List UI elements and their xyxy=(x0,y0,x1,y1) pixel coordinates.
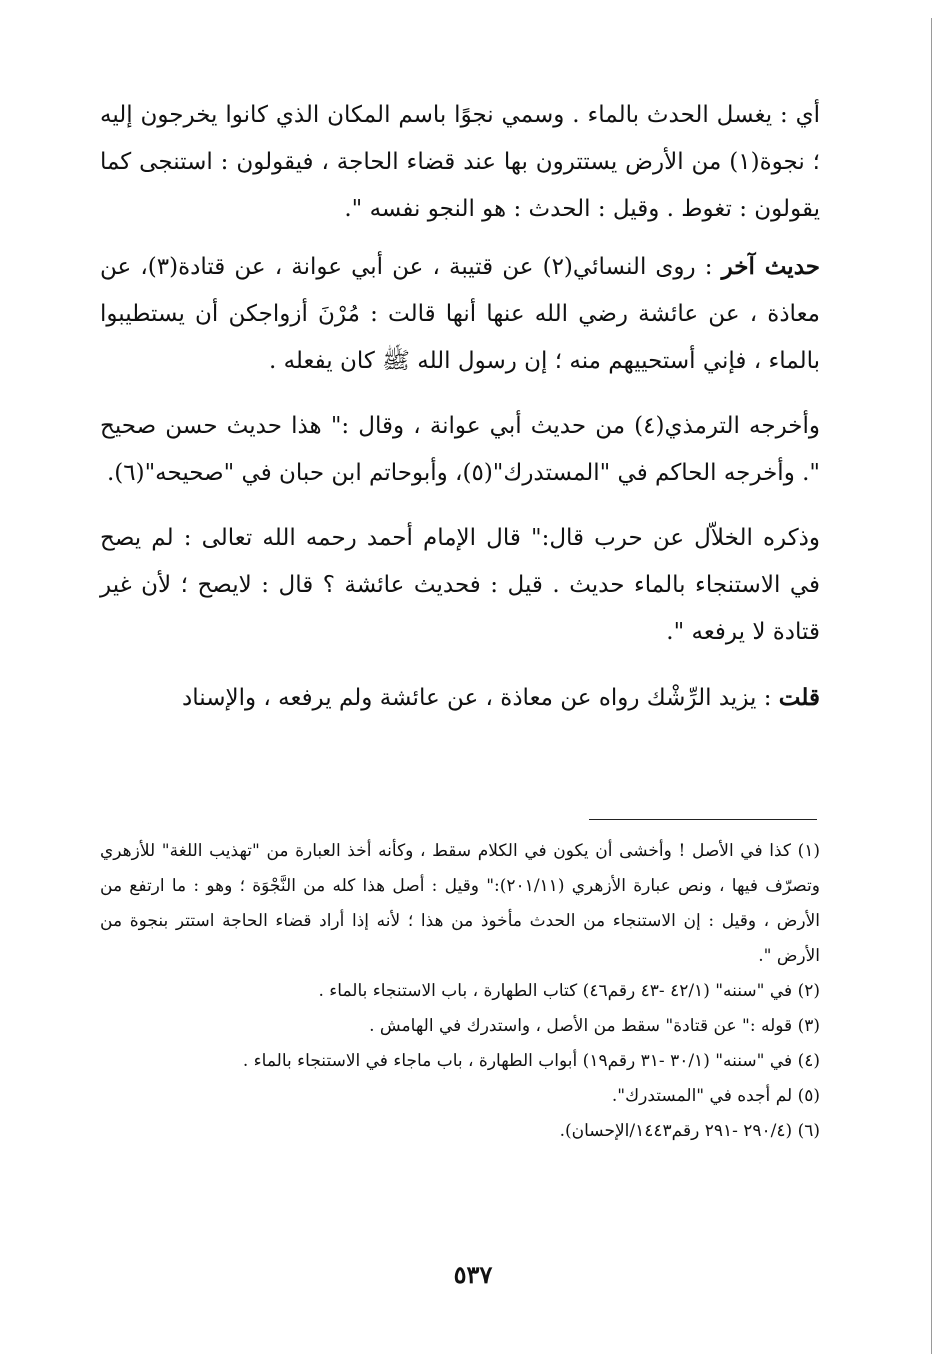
page-edge-line xyxy=(931,18,932,1354)
footnote-3: (٣) قوله :" عن قتادة" سقط من الأصل ، واستدرك في الهامش . xyxy=(369,1016,820,1036)
paragraph-2-lead: حديث آخر xyxy=(721,253,820,280)
paragraph-5 xyxy=(100,674,820,722)
footnote-5: (٥) لم أجده في "المستدرك". xyxy=(611,1086,820,1106)
page-number: ٥٣٧ xyxy=(453,1260,493,1289)
paragraph-5-text: : يزيد الرِّشْك رواه عن معاذة ، عن عائشة ولم يرفعه ، والإسناد xyxy=(182,685,779,711)
footnote-2: (٢) في "سننه" (٤٢/١ -٤٣ رقم٤٦) كتاب الطهارة ، باب الاستنجاء بالماء . xyxy=(318,981,820,1001)
paragraph-5-lead: قلت xyxy=(778,684,820,711)
footnotes xyxy=(100,834,820,1149)
paragraph-1: أي : يغسل الحدث بالماء . وسمي نجوًا باسم المكان الذي كانوا يخرجون إليه ؛ نجوة(١) من الأرض يستترون بها عند قضاء الحاجة ، فيقولون : استنجى كما يقولون : تغوط . وقيل : الحدث : هو النجو نفسه ". xyxy=(100,102,820,222)
paragraph-4: وذكره الخلاّل عن حرب قال:" قال الإمام أحمد رحمه الله تعالى : لم يصح في الاستنجاء بالماء حديث . قيل : فحديث عائشة ؟ قال : لايصح ؛ لأن غير قتادة لا يرفعه ". xyxy=(100,525,820,645)
footnote-4: (٤) في "سننه" (٣٠/١ -٣١ رقم١٩) أبواب الطهارة ، باب ماجاء في الاستنجاء بالماء . xyxy=(242,1051,820,1071)
main-text xyxy=(100,92,820,740)
paragraph-2-text: : روى النسائي(٢) عن قتيبة ، عن أبي عوانة ، عن قتادة(٣)، عن معاذة ، عن عائشة رضي الله عنها أنها قالت : مُرْنَ أزواجكن أن يستطيبوا بالماء ، فإني أستحييهم منه ؛ إن رسول الله ﷺ كان يفعله . xyxy=(100,254,820,374)
footnote-separator xyxy=(589,819,817,820)
footnote-6: (٦) (٢٩٠/٤ -٢٩١ رقم١٤٤٣/الإحسان). xyxy=(559,1121,820,1141)
paragraph-3: وأخرجه الترمذي(٤) من حديث أبي عوانة ، وقال :" هذا حديث حسن صحيح ". وأخرجه الحاكم في "المستدرك"(٥)، وأبوحاتم ابن حبان في "صحيحه"(٦). xyxy=(100,413,820,486)
footnote-1: (١) كذا في الأصل ! وأخشى أن يكون في الكلام سقط ، وكأنه أخذ العبارة من "تهذيب اللغة" للأزهري وتصرّف فيها ، ونص عبارة الأزهري (٢٠١/١١):" وقيل : أصل هذا كله من النَّجْوَة ؛ وهو : ما ارتفع من الأرض ، وقيل : إن الاستنجاء من الحدث مأخوذ من هذا ؛ لأنه إذا أراد قضاء الحاجة استتر بنجوة من الأرض ". xyxy=(100,841,820,966)
paragraph-2 xyxy=(100,243,820,385)
